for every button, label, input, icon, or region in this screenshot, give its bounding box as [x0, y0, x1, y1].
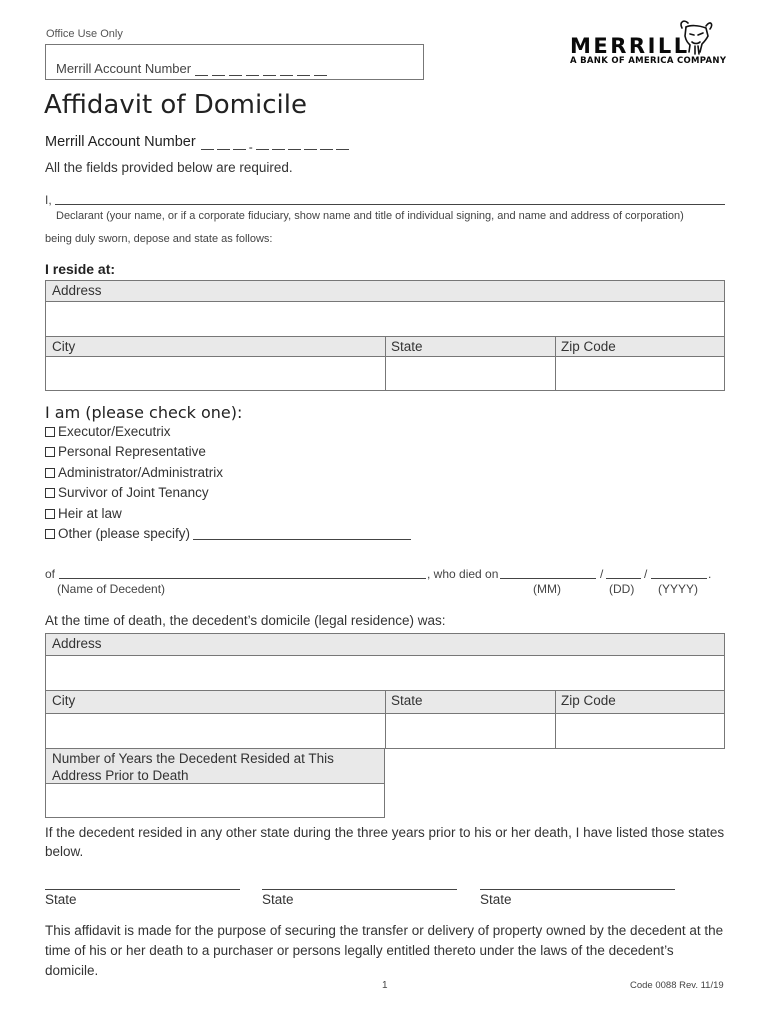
- reside-state-label: State: [385, 337, 555, 357]
- merrill-logo-word: MERRILL: [570, 34, 690, 58]
- role-option-personal-rep[interactable]: Personal Representative: [45, 444, 206, 459]
- other-state-2-line[interactable]: [262, 889, 457, 890]
- form-code: Code 0088 Rev. 11/19: [630, 980, 724, 991]
- domicile-address-label: Address: [46, 634, 724, 656]
- reside-city-field[interactable]: [46, 357, 385, 390]
- reside-heading: I reside at:: [45, 261, 116, 277]
- domicile-address-table: [45, 633, 725, 749]
- page-title: Affidavit of Domicile: [44, 90, 307, 120]
- checkbox-icon[interactable]: [45, 447, 55, 457]
- other-state-1-line[interactable]: [45, 889, 240, 890]
- reside-city-label: City: [46, 337, 385, 357]
- declarant-name-line[interactable]: [55, 204, 725, 205]
- checkbox-icon[interactable]: [45, 427, 55, 437]
- office-account-label: Merrill Account Number: [56, 61, 192, 76]
- bull-icon: [676, 18, 716, 56]
- date-slash-1: /: [600, 567, 604, 581]
- office-use-box: [45, 44, 424, 80]
- sworn-statement: being duly sworn, depose and state as follows:: [45, 233, 273, 245]
- required-note: All the fields provided below are required.: [45, 160, 293, 175]
- domicile-city-field[interactable]: [46, 714, 385, 748]
- who-died-label: , who died on: [427, 567, 499, 581]
- years-resided-table: [45, 748, 385, 818]
- yyyy-caption: (YYYY): [658, 582, 699, 596]
- dd-caption: (DD): [609, 582, 635, 596]
- domicile-city-label: City: [46, 691, 385, 714]
- domicile-state-field[interactable]: [386, 714, 555, 748]
- checkbox-icon[interactable]: [45, 468, 55, 478]
- reside-address-field[interactable]: [46, 302, 724, 336]
- account-number-row: [45, 134, 349, 154]
- other-specify-line[interactable]: [193, 539, 411, 540]
- decedent-name-caption: (Name of Decedent): [57, 582, 166, 596]
- reside-zip-field[interactable]: [556, 357, 724, 390]
- years-resided-label: Number of Years the Decedent Resided at This Address Prior to Death: [46, 749, 384, 784]
- domicile-address-field[interactable]: [46, 656, 724, 690]
- office-use-label: Office Use Only: [46, 28, 123, 40]
- account-number-blanks[interactable]: -: [201, 144, 349, 150]
- declarant-prefix: I,: [45, 193, 52, 207]
- account-number-label: Merrill Account Number: [45, 134, 196, 150]
- reside-zip-label: Zip Code: [555, 337, 724, 357]
- decedent-name-line[interactable]: [59, 578, 426, 579]
- role-option-other[interactable]: Other (please specify): [45, 526, 190, 541]
- role-option-administrator[interactable]: Administrator/Administratrix: [45, 465, 223, 480]
- checkbox-icon[interactable]: [45, 529, 55, 539]
- role-option-executor[interactable]: Executor/Executrix: [45, 424, 171, 439]
- death-day-line[interactable]: [606, 578, 641, 579]
- other-states-text: If the decedent resided in any other state during the three years prior to his or her death, I have listed those states below.: [45, 825, 725, 859]
- reside-address-label: Address: [46, 281, 724, 302]
- date-period: .: [708, 567, 712, 581]
- death-year-line[interactable]: [651, 578, 707, 579]
- purpose-paragraph: This affidavit is made for the purpose of securing the transfer or delivery of property owned by the decedent at the time of his or her death to a purchaser or persons legally entitled thereto under the laws of the decedent’s domicile.: [45, 923, 724, 978]
- domicile-state-label: State: [385, 691, 555, 714]
- checkbox-icon[interactable]: [45, 488, 55, 498]
- office-account-blanks[interactable]: [195, 75, 327, 76]
- date-slash-2: /: [644, 567, 648, 581]
- years-resided-field[interactable]: [46, 784, 384, 817]
- other-state-2-label: State: [262, 892, 294, 907]
- other-state-3-line[interactable]: [480, 889, 675, 890]
- role-heading: I am (please check one):: [45, 403, 243, 422]
- reside-state-field[interactable]: [386, 357, 555, 390]
- reside-address-table: [45, 280, 725, 391]
- merrill-logo-subtitle: A BANK OF AMERICA COMPANY: [570, 56, 727, 66]
- role-option-heir[interactable]: Heir at law: [45, 506, 122, 521]
- of-label: of: [45, 567, 56, 581]
- death-month-line[interactable]: [500, 578, 596, 579]
- other-state-3-label: State: [480, 892, 512, 907]
- declarant-caption: Declarant (your name, or if a corporate fiduciary, show name and title of individual signing, and name and address of corporation): [56, 210, 684, 222]
- domicile-intro: At the time of death, the decedent’s domicile (legal residence) was:: [45, 613, 446, 628]
- other-state-1-label: State: [45, 892, 77, 907]
- domicile-zip-label: Zip Code: [555, 691, 724, 714]
- domicile-zip-field[interactable]: [556, 714, 724, 748]
- mm-caption: (MM): [533, 582, 561, 596]
- checkbox-icon[interactable]: [45, 509, 55, 519]
- page-number: 1: [382, 980, 388, 991]
- role-option-survivor[interactable]: Survivor of Joint Tenancy: [45, 485, 209, 500]
